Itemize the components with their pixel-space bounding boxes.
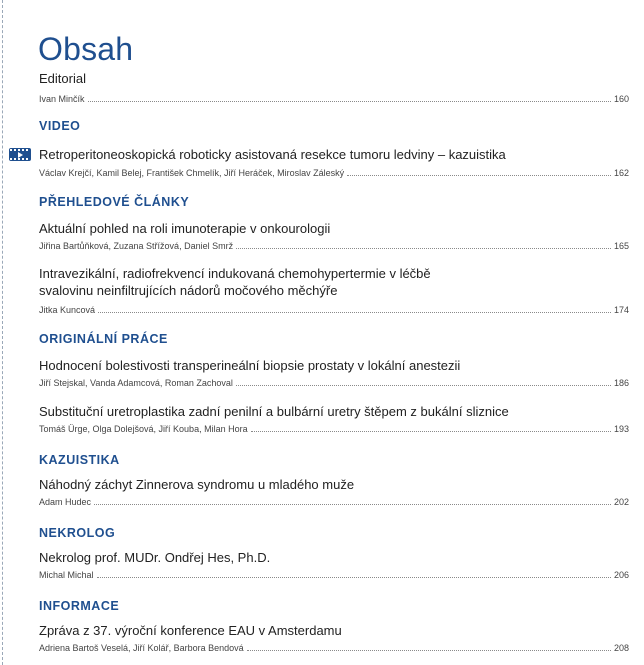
toc-entry-meta-review-2 (39, 304, 629, 316)
dot-leader (94, 496, 611, 505)
toc-entry-meta-info-1 (39, 642, 629, 654)
toc-entry-meta-original-2 (39, 423, 629, 435)
toc-entry-authors: Jiří Stejskal, Vanda Adamcová, Roman Zachoval (39, 378, 233, 388)
toc-entry-title-obituary-1[interactable]: Nekrolog prof. MUDr. Ondřej Hes, Ph.D. (39, 550, 271, 565)
toc-entry-title-review-2[interactable]: Intravezikální, radiofrekvencí indukovaná chemohypertermie v léčbě svalovinu neinfiltrujících nádorů močového měchýře (39, 266, 431, 298)
toc-entry-authors: Adam Hudec (39, 497, 92, 507)
toc-entry-meta-review-1 (39, 240, 629, 252)
toc-entry-page[interactable]: 165 (613, 241, 629, 251)
toc-entry-page[interactable]: 186 (613, 378, 629, 388)
toc-entry-title-original-2[interactable]: Substituční uretroplastika zadní penilní a bulbární uretry štěpem z bukální sliznice (39, 404, 509, 419)
toc-entry-page[interactable]: 206 (613, 570, 629, 580)
dot-leader (97, 569, 611, 578)
film-perforation (10, 149, 30, 151)
toc-entry-meta-video-1 (39, 167, 629, 179)
dot-leader (247, 642, 611, 651)
dot-leader (88, 93, 611, 102)
dot-leader (236, 240, 611, 249)
toc-entry-authors: Adriena Bartoš Veselá, Jiří Kolář, Barbora Bendová (39, 643, 244, 653)
section-heading-case: KAZUISTIKA (39, 453, 120, 467)
toc-entry-meta-editorial (39, 93, 629, 105)
toc-entry-title-video-1[interactable]: Retroperitoneoskopická roboticky asistovaná resekce tumoru ledviny – kazuistika (39, 147, 506, 162)
toc-entry-authors: Tomáš Ürge, Olga Dolejšová, Jiří Kouba, Milan Hora (39, 424, 248, 434)
section-heading-original: ORIGINÁLNÍ PRÁCE (39, 332, 168, 346)
section-heading-video: VIDEO (39, 119, 81, 133)
section-heading-review: PŘEHLEDOVÉ ČLÁNKY (39, 195, 190, 209)
toc-entry-page[interactable]: 162 (613, 168, 629, 178)
dot-leader (347, 167, 611, 176)
toc-entry-title-case-1[interactable]: Náhodný záchyt Zinnerova syndromu u mladého muže (39, 477, 355, 492)
dot-leader (98, 304, 611, 313)
section-heading-info: INFORMACE (39, 599, 120, 613)
film-perforation (10, 158, 30, 160)
dot-leader (236, 377, 611, 386)
toc-entry-meta-obituary-1 (39, 569, 629, 581)
page-title: Obsah (38, 31, 134, 68)
toc-entry-page[interactable]: 202 (613, 497, 629, 507)
toc-entry-authors: Jitka Kuncová (39, 305, 96, 315)
page-edge-border (2, 0, 3, 665)
toc-entry-page[interactable]: 208 (613, 643, 629, 653)
toc-entry-title-info-1[interactable]: Zpráva z 37. výroční konference EAU v Amsterdamu (39, 623, 342, 638)
toc-entry-authors: Michal Michal (39, 570, 94, 580)
section-heading-obituary: NEKROLOG (39, 526, 116, 540)
toc-entry-page[interactable]: 193 (613, 424, 629, 434)
toc-entry-authors: Jiřina Bartůňková, Zuzana Střížová, Daniel Smrž (39, 241, 234, 251)
toc-entry-title-original-1[interactable]: Hodnocení bolestivosti transperineální biopsie prostaty v lokální anestezii (39, 358, 461, 373)
toc-entry-page[interactable]: 174 (613, 305, 629, 315)
toc-entry-authors: Václav Krejčí, Kamil Belej, František Chmelík, Jiří Heráček, Miroslav Záleský (39, 168, 345, 178)
toc-entry-page[interactable]: 160 (613, 94, 629, 104)
toc-entry-meta-case-1 (39, 496, 629, 508)
toc-entry-authors: Ivan Minčík (39, 94, 85, 104)
toc-entry-meta-original-1 (39, 377, 629, 389)
toc-entry-title-editorial[interactable]: Editorial (39, 71, 86, 86)
video-film-icon[interactable] (9, 148, 31, 161)
dot-leader (251, 423, 611, 432)
toc-entry-title-review-1[interactable]: Aktuální pohled na roli imunoterapie v onkourologii (39, 221, 331, 236)
